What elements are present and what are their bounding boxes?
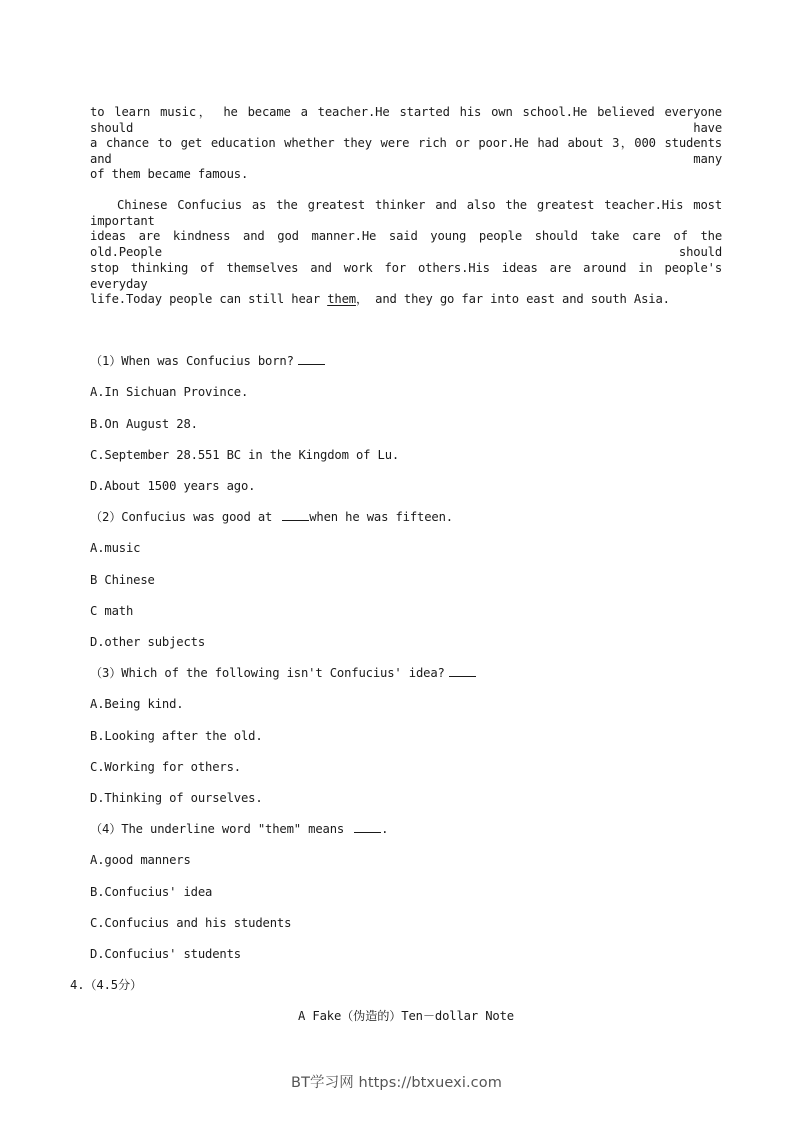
footer-watermark: BT学习网 https://btxuexi.com [291,1075,502,1091]
section-points: （4.5分） [84,978,143,992]
option-4c: C.Confucius and his students [90,916,292,930]
question-3 [90,665,476,681]
option-1c: C.September 28.551 BC in the Kingdom of Lu. [90,448,400,462]
underlined-word-them: them [327,292,356,306]
question-prompt: （3）Which of the following isn't Confucius' idea? [90,666,445,680]
answer-blank [298,354,325,365]
option-2d: D.other subjects [90,635,205,649]
passage-line: of them became famous. [90,167,249,181]
passage-line: a chance to get education whether they were rich or poor.He had about 3，000 students and many [90,136,722,166]
question-4 [90,821,388,837]
passage-line: stop thinking of themselves and work for others.His ideas are around in people's everyday [90,261,722,291]
passage-text: life.Today people can still hear [90,292,328,306]
passage-line-last [90,291,670,307]
answer-blank [449,666,476,677]
question-prompt: （4）The underline word "them" means [90,822,345,836]
answer-blank [354,822,381,833]
answer-blank [282,510,309,521]
section-4-title: A Fake（伪造的）Ten－dollar Note [298,1009,514,1023]
passage-text: ， and they go far into east and south Asia. [355,292,670,306]
option-1a: A.In Sichuan Province. [90,385,249,399]
passage-line: to learn music， he became a teacher.He started his own school.He believed everyone should have [90,105,722,135]
passage-line: Chinese Confucius as the greatest thinker and also the greatest teacher.His most important [90,198,722,228]
option-4b: B.Confucius' idea [90,885,213,899]
question-prompt-tail: when he was fifteen. [309,510,453,524]
question-1 [90,353,325,369]
option-2c: C math [90,604,134,618]
option-4d: D.Confucius' students [90,947,241,961]
option-1b: B.On August 28. [90,417,198,431]
option-1d: D.About 1500 years ago. [90,479,256,493]
option-2a: A.music [90,541,141,555]
question-prompt: （2）Confucius was good at [90,510,273,524]
question-2 [90,509,453,525]
option-3d: D.Thinking of ourselves. [90,791,263,805]
question-suffix: . [381,822,389,836]
section-4-header [70,977,142,993]
option-3c: C.Working for others. [90,760,241,774]
section-number: 4. [70,978,85,992]
question-prompt: （1）When was Confucius born? [90,354,294,368]
option-2b: B Chinese [90,573,155,587]
option-3b: B.Looking after the old. [90,729,263,743]
passage-line: ideas are kindness and god manner.He said young people should take care of the old.People should [90,229,722,259]
option-3a: A.Being kind. [90,697,184,711]
option-4a: A.good manners [90,853,191,867]
